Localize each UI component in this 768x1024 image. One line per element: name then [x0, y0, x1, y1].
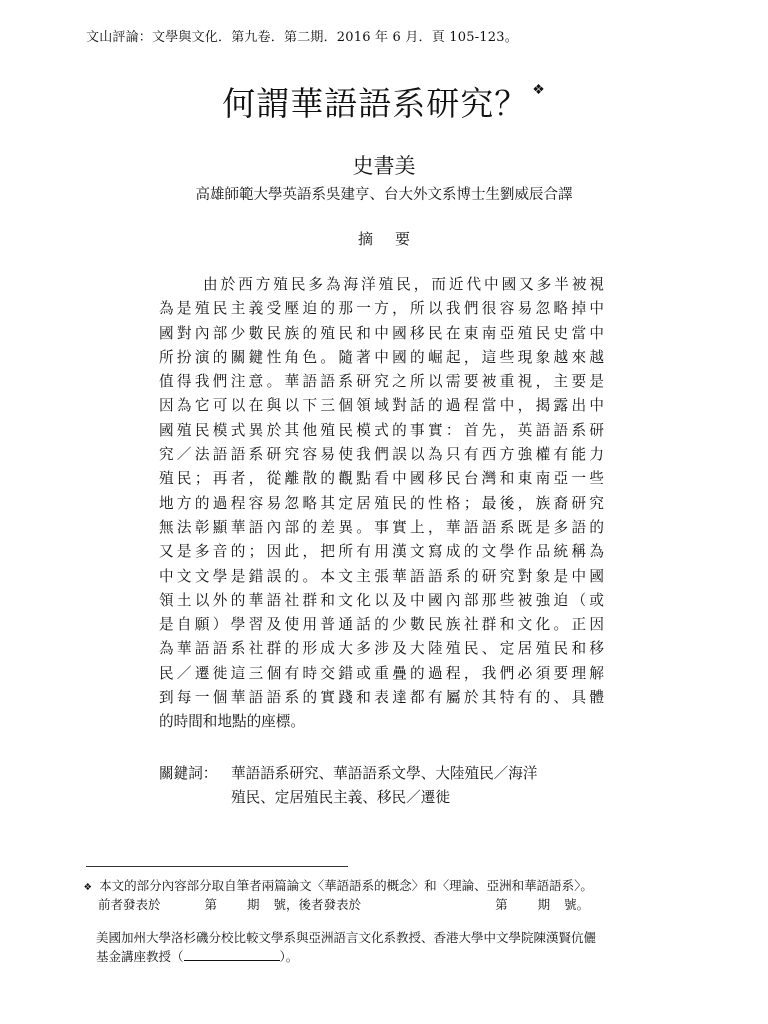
abstract-line: 殖民；再者，從離散的觀點看中國移民台灣和東南亞一些 — [159, 470, 604, 488]
abstract-line: 究／法語語系研究容易使我們誤以為只有西方強權有能力 — [159, 446, 604, 464]
footnote-text: 號。 — [564, 897, 590, 912]
footnote-text: 期 — [537, 897, 551, 912]
abstract-line: 為是殖民主義受壓迫的那一方，所以我們很容易忽略掉中 — [159, 300, 604, 318]
translator-credit: 高雄師範大學英語系吳建亨、台大外文系博士生劉威辰合譯 — [195, 187, 573, 203]
paper-title-text: 何謂華語語系研究？ — [222, 84, 529, 123]
footnote-text: 前者發表於 — [98, 897, 161, 912]
footnote-text: 基金講座教授（ — [96, 949, 184, 964]
footnote-2-line-2 — [84, 947, 696, 966]
abstract-line: 所扮演的關鍵性角色。隨著中國的崛起，這些現象越來越 — [159, 348, 604, 366]
abstract-line: 中文文學是錯誤的。本文主張華語語系的研究對象是中國 — [159, 567, 604, 585]
footnotes — [84, 876, 696, 966]
keywords — [159, 762, 604, 811]
abstract-line: 地方的過程容易忽略其定居殖民的性格；最後，族裔研究 — [159, 494, 604, 512]
blank-underline — [184, 948, 280, 961]
abstract-line: 因為它可以在與以下三個領域對話的過程當中，揭露出中 — [159, 397, 604, 415]
footnote-1-line-1: 本文的部分內容部分取自筆者兩篇論文〈華語語系的概念〉和〈理論、亞洲和華語語系〉。 — [99, 878, 593, 893]
keywords-label: 關鍵詞： — [159, 765, 218, 782]
abstract-heading: 摘要 — [357, 230, 432, 248]
keywords-line: 華語語系研究、華語語系文學、大陸殖民／海洋 — [231, 765, 538, 782]
abstract-body — [159, 273, 604, 735]
footnote-1-line-2 — [84, 895, 696, 914]
abstract-line: 的時間和地點的座標。 — [159, 713, 305, 731]
abstract-line: 值得我們注意。華語語系研究之所以需要被重視，主要是 — [159, 373, 604, 391]
footnote-2-line-1: 美國加州大學洛杉磯分校比較文學系與亞洲語言文化系教授、香港大學中文學院陳漢賢伉儷 — [96, 930, 597, 945]
abstract-line: 到每一個華語語系的實踐和表達都有屬於其特有的、具體 — [159, 689, 604, 707]
footnote-1 — [84, 876, 696, 895]
abstract-line: 民／遷徙這三個有時交錯或重疊的過程，我們必須要理解 — [159, 664, 604, 682]
keywords-line: 殖民、定居殖民主義、移民／遷徙 — [231, 789, 450, 807]
footnote-text: 號，後者發表於 — [273, 897, 362, 912]
journal-citation: 文山評論：文學與文化．第九卷．第二期．2016 年 6 月．頁 105-123。 — [86, 30, 518, 45]
abstract-line: 國殖民模式異於其他殖民模式的事實：首先，英語語系研 — [159, 421, 604, 439]
abstract-line: 國對內部少數民族的殖民和中國移民在東南亞殖民史當中 — [159, 324, 604, 342]
footnote-text: 期 — [247, 897, 260, 912]
title-footnote-mark: ❖ — [532, 82, 546, 98]
abstract-line: 領土以外的華語社群和文化以及中國內部那些被強迫（或 — [159, 591, 604, 609]
abstract-line: 無法彰顯華語內部的差異。事實上，華語語系既是多語的 — [159, 518, 604, 536]
abstract-line: 為華語語系社群的形成大多涉及大陸殖民、定居殖民和移 — [159, 640, 604, 658]
abstract-line: 又是多音的；因此，把所有用漢文寫成的文學作品統稱為 — [159, 543, 604, 561]
abstract-line: 是自願）學習及使用普通話的少數民族社群和文化。正因 — [159, 616, 604, 634]
footnote-1-mark: ❖ — [84, 878, 92, 893]
abstract-line: 由於西方殖民多為海洋殖民，而近代中國又多半被視 — [203, 276, 604, 293]
footnote-divider — [86, 866, 348, 867]
paper-title — [0, 78, 768, 125]
author-name: 史書美 — [352, 154, 416, 178]
footnote-text: 第 — [495, 897, 508, 912]
footnote-text: ）。 — [279, 949, 299, 964]
footnote-text: 第 — [204, 897, 218, 912]
